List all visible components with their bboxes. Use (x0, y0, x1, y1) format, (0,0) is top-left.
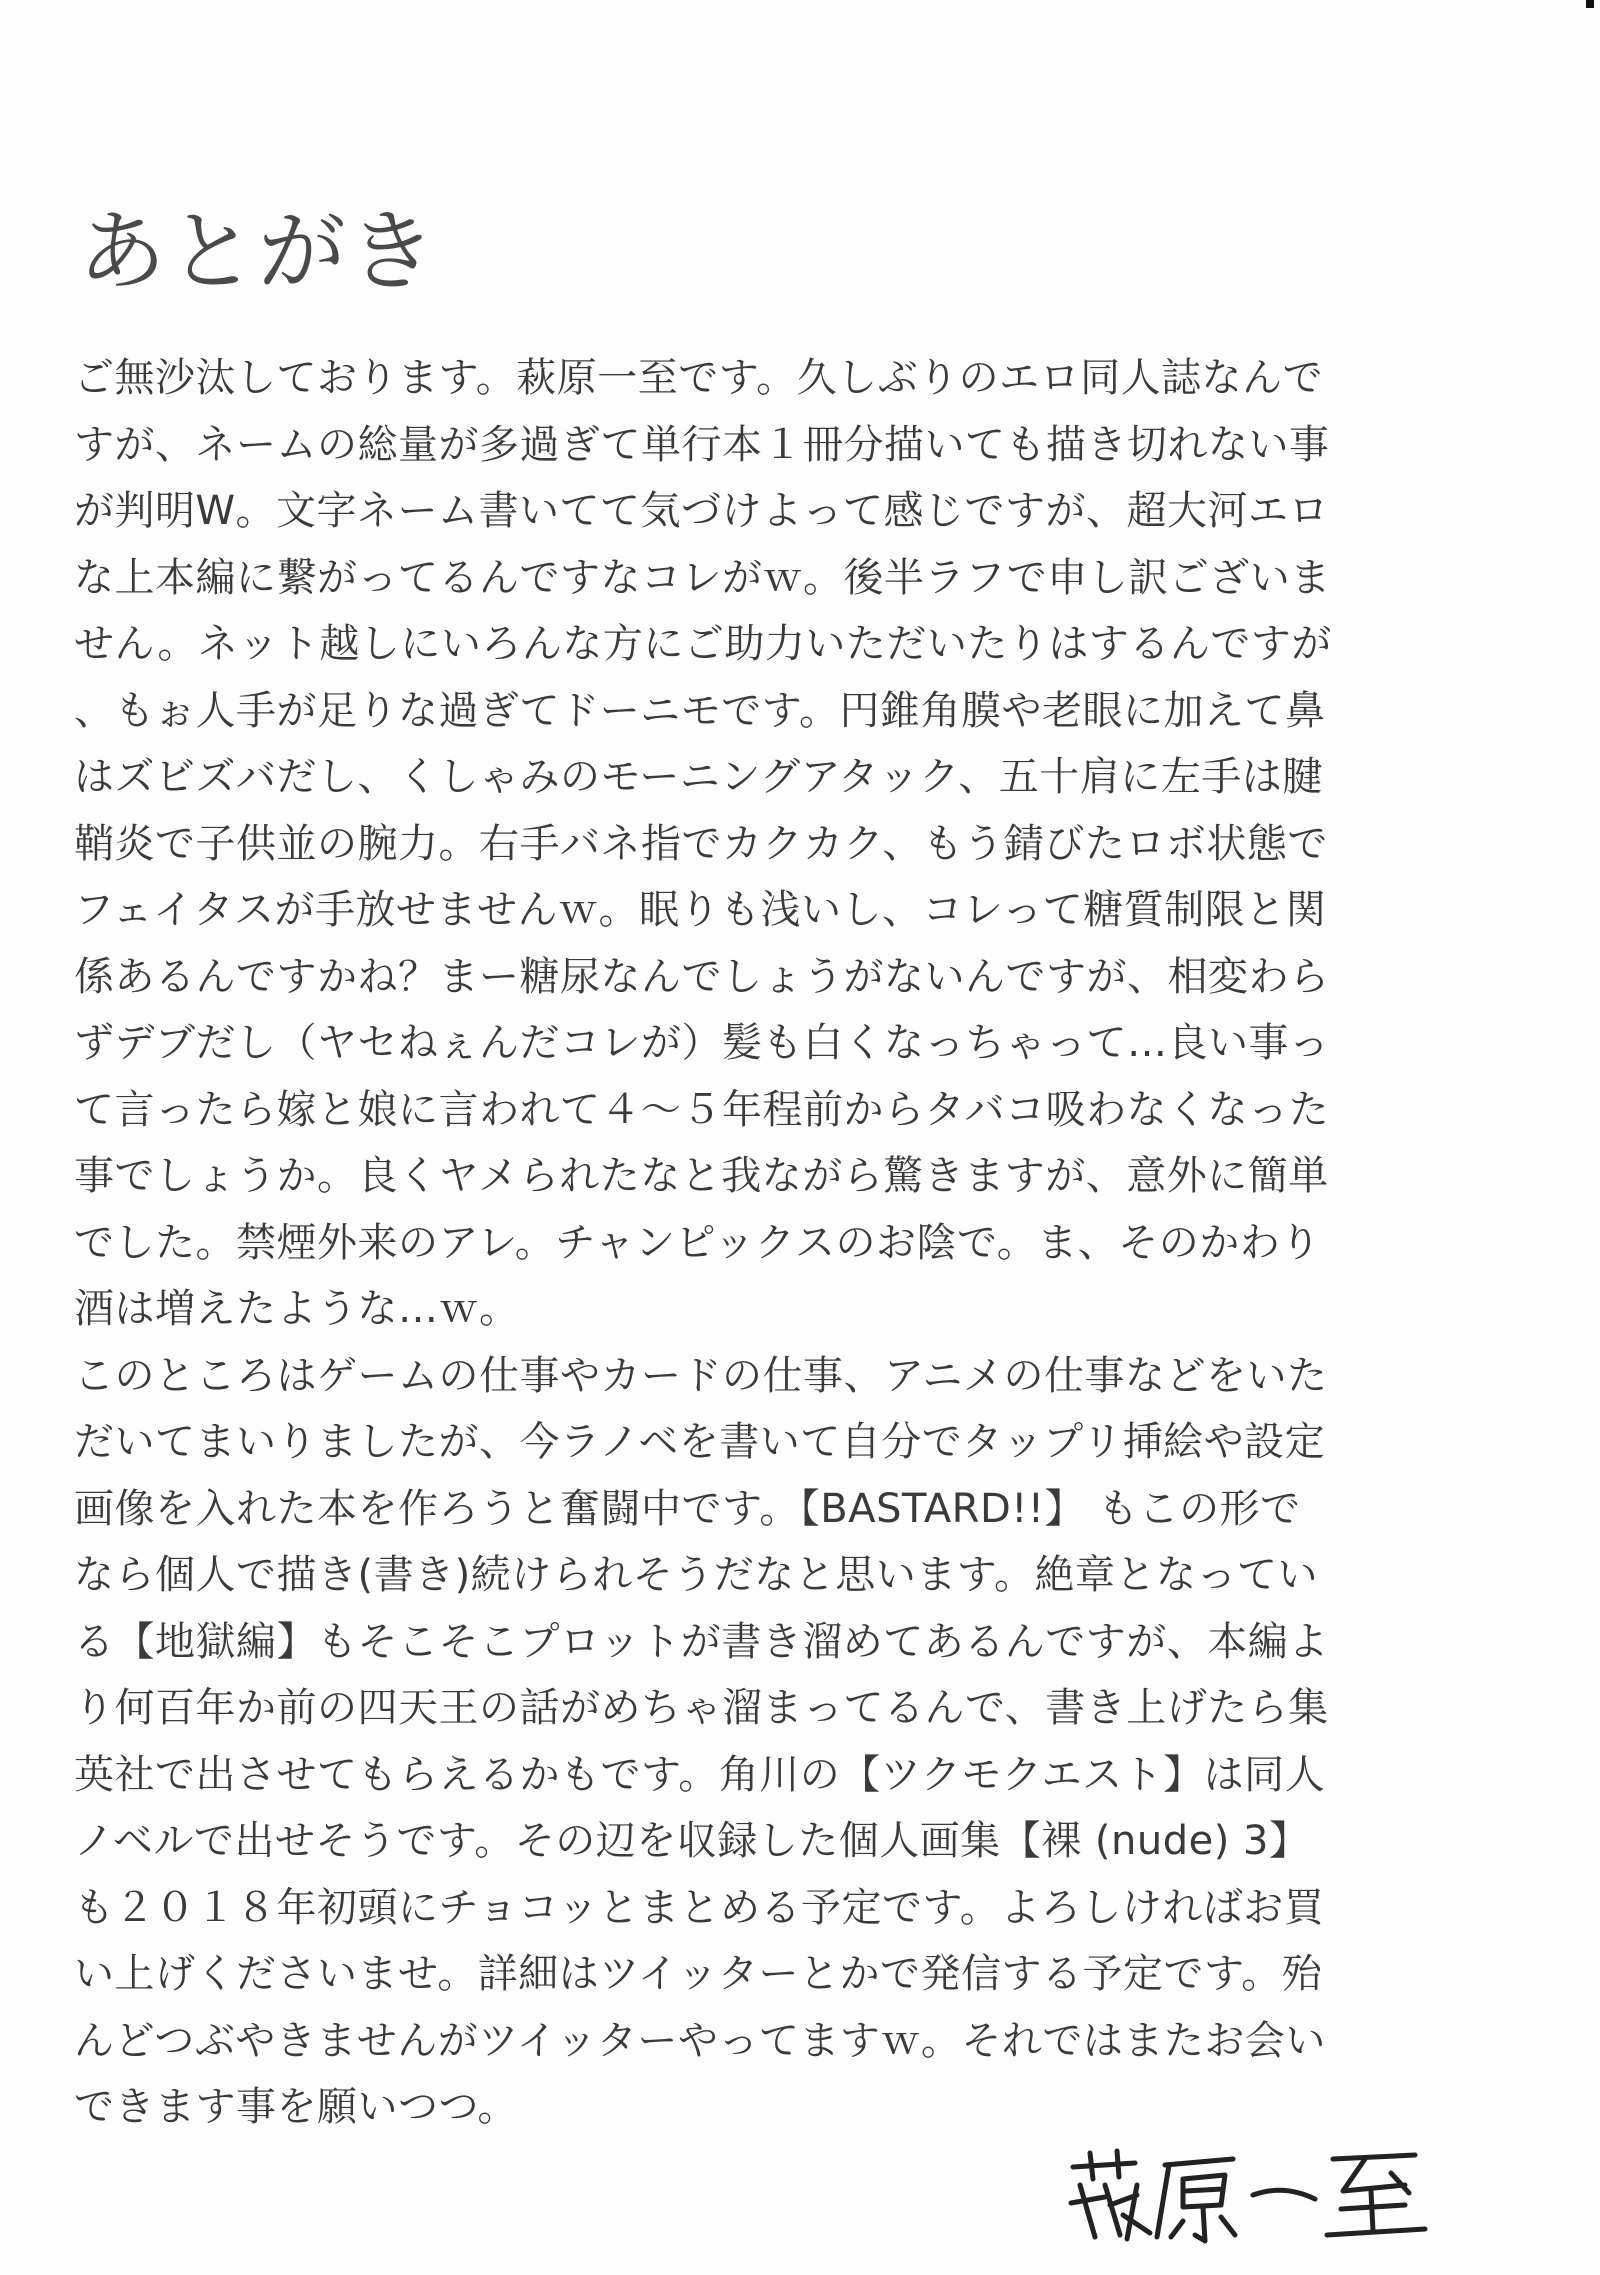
text-line: んどつぶやきませんがツイッターやってますｗ。それではまたお会い (74, 2017, 1326, 2064)
text-line: り何百年か前の四天王の話がめちゃ溜まってるんで、書き上げたら集 (74, 1685, 1329, 1731)
text-line: も２０１８年初頭にチョコッとまとめる予定です。よろしければお買 (74, 1884, 1325, 1931)
text-line: できます事を願いつつ。 (74, 2084, 518, 2130)
text-line: このところはゲームの仕事やカードの仕事、アニメの仕事などをいた (74, 1352, 1328, 1399)
text-line: 係あるんですかね？まー糖尿なんでしょうがないんですが、相変わら (74, 953, 1330, 1000)
text-line: る【地獄編】もそこそこプロットが書き溜めてあるんですが、本編よ (74, 1618, 1329, 1665)
text-line: 画像を入れた本を作ろうと奮闘中です。【BASTARD!!】 もこの形で (74, 1485, 1301, 1532)
text-line: 鞘炎で子供並の腕力。右手バネ指でカクカク、もう錆びたロボ状態で (74, 820, 1328, 867)
text-line: 、もぉ人手が足りな過ぎてドーニモです。円錐角膜や老眼に加えて鼻 (74, 687, 1326, 734)
text-line: なら個人で描き(書き)続けられそうだなと思います。絶章となってい (74, 1552, 1319, 1598)
text-line: だいてまいりましたが、今ラノベを書いて自分でタップリ挿絵や設定 (74, 1419, 1326, 1465)
text-line: 事でしょうか。良くヤメられたなと我ながら驚きますが、意外に簡単 (74, 1153, 1329, 1199)
text-line: フェイタスが手放せませんｗ。眠りも浅いし、コレって糖質制限と関 (74, 887, 1327, 933)
text-line: でした。禁煙外来のアレ。チャンピックスのお陰で。ま、そのかわり (74, 1219, 1321, 1266)
text-line: ずデブだし（ヤセねぇんだコレが）髪も白くなっちゃって…良い事っ (74, 1020, 1330, 1066)
text-line: せん。ネット越しにいろんな方にご助力いただいたりはするんですが (74, 621, 1332, 667)
handwritten-signature (1065, 2145, 1435, 2245)
afterword-body (74, 345, 1494, 2141)
text-line: すが、ネームの総量が多過ぎて単行本１冊分描いても描き切れない事 (74, 421, 1330, 468)
page-title: あとがき (78, 199, 439, 303)
text-line: ノベルで出せそうです。その辺を収録した個人画集【裸 (nude) 3】 (74, 1818, 1310, 1864)
text-line: が判明W。文字ネーム書いてて気づけよって感じですが、超大河エロ (74, 488, 1330, 534)
text-line: て言ったら嫁と娘に言われて４～５年程前からタバコ吸わなくなった (74, 1086, 1330, 1133)
text-line: 酒は増えたような…ｗ。 (74, 1286, 520, 1332)
text-line: はズビズバだし、くしゃみのモーニングアタック、五十肩に左手は腱 (74, 754, 1323, 800)
text-line: い上げくださいませ。詳細はツイッターとかで発信する予定です。殆 (74, 1951, 1323, 1997)
text-line: な上本編に繋がってるんですなコレがｗ。後半ラフで申し訳ございま (74, 554, 1331, 601)
text-line: 英社で出させてもらえるかもです。角川の【ツクモクエスト】は同人 (74, 1751, 1326, 1798)
text-line: ご無沙汰しております。萩原一至です。久しぶりのエロ同人誌なんで (74, 355, 1324, 401)
corner-mark (1586, 0, 1594, 8)
